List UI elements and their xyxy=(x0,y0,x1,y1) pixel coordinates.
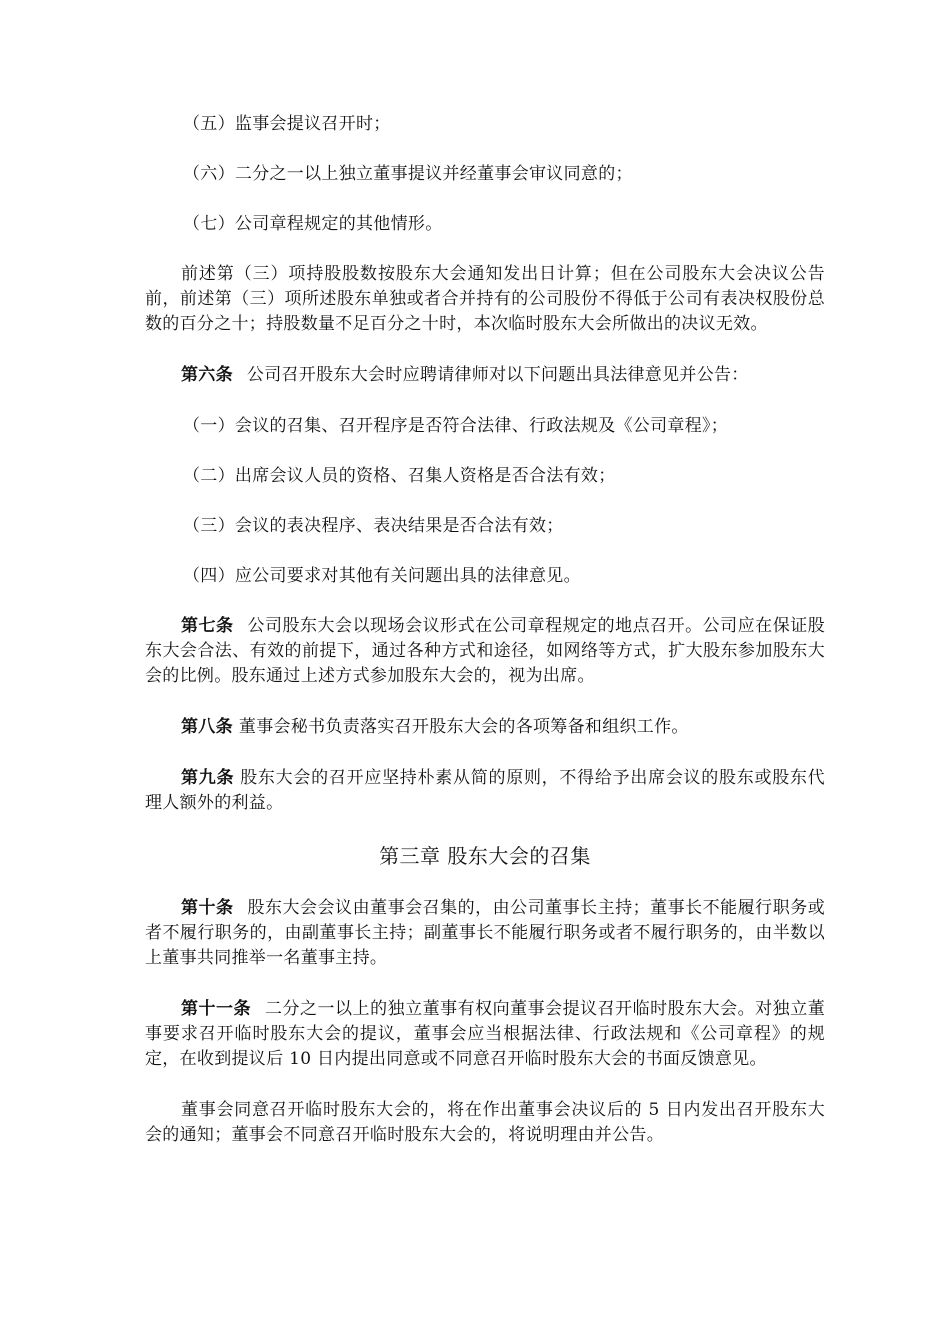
article-7 xyxy=(145,614,825,689)
article-label: 第十条 xyxy=(181,898,234,918)
list-item: （五）监事会提议召开时； xyxy=(183,114,391,134)
article-text: 公司股东大会以现场会议形式在公司章程规定的地点召开。公司应在保证股东大会合法、有效的前提下，通过各种方式和途径，如网络等方式，扩大股东参加股东大会的比例。股东通过上述方式参加股东大会的，视为出席。 xyxy=(145,616,826,686)
closing-paragraph: 董事会同意召开临时股东大会的，将在作出董事会决议后的 5 日内发出召开股东大会的通知；董事会不同意召开临时股东大会的，将说明理由并公告。 xyxy=(145,1100,825,1145)
article-label: 第八条 xyxy=(181,717,233,737)
article-10 xyxy=(145,896,825,971)
list-item: （四）应公司要求对其他有关问题出具的法律意见。 xyxy=(183,566,581,586)
article-label: 第六条 xyxy=(181,365,233,385)
article-text: 二分之一以上的独立董事有权向董事会提议召开临时股东大会。对独立董事要求召开临时股东大会的提议，董事会应当根据法律、行政法规和《公司章程》的规定，在收到提议后 10 日内提出同意或不同意召开临时股东大会的书面反馈意见。 xyxy=(145,999,825,1069)
article-text: 公司召开股东大会时应聘请律师对以下问题出具法律意见并公告： xyxy=(246,365,749,385)
article-9 xyxy=(145,766,825,816)
list-item: （三）会议的表决程序、表决结果是否合法有效； xyxy=(183,516,564,536)
list-item: （一）会议的召集、召开程序是否符合法律、行政法规及《公司章程》； xyxy=(183,416,729,436)
list-item: （二）出席会议人员的资格、召集人资格是否合法有效； xyxy=(183,466,616,486)
article-8 xyxy=(145,715,825,740)
article-text: 股东大会会议由董事会召集的，由公司董事长主持；董事长不能履行职务或者不履行职务的，由副董事长主持；副董事长不能履行职务或者不履行职务的，由半数以上董事共同推举一名董事主持。 xyxy=(145,898,826,968)
document-page xyxy=(145,112,825,1174)
chapter-heading: 第三章 股东大会的召集 xyxy=(379,844,591,868)
list-item: （七）公司章程规定的其他情形。 xyxy=(183,214,443,234)
article-label: 第九条 xyxy=(181,768,235,788)
article-text: 股东大会的召开应坚持朴素从简的原则，不得给予出席会议的股东或股东代理人额外的利益。 xyxy=(145,768,825,813)
article-text: 董事会秘书负责落实召开股东大会的各项筹备和组织工作。 xyxy=(238,717,689,737)
list-item: （六）二分之一以上独立董事提议并经董事会审议同意的； xyxy=(183,164,633,184)
article-label: 第十一条 xyxy=(181,999,252,1019)
article-label: 第七条 xyxy=(181,616,234,636)
article-6 xyxy=(145,363,825,388)
article-11 xyxy=(145,997,825,1072)
note-paragraph: 前述第（三）项持股股数按股东大会通知发出日计算；但在公司股东大会决议公告前，前述第（三）项所述股东单独或者合并持有的公司股份不得低于公司有表决权股份总数的百分之十；持股数量不足百分之十时，本次临时股东大会所做出的决议无效。 xyxy=(145,264,825,334)
